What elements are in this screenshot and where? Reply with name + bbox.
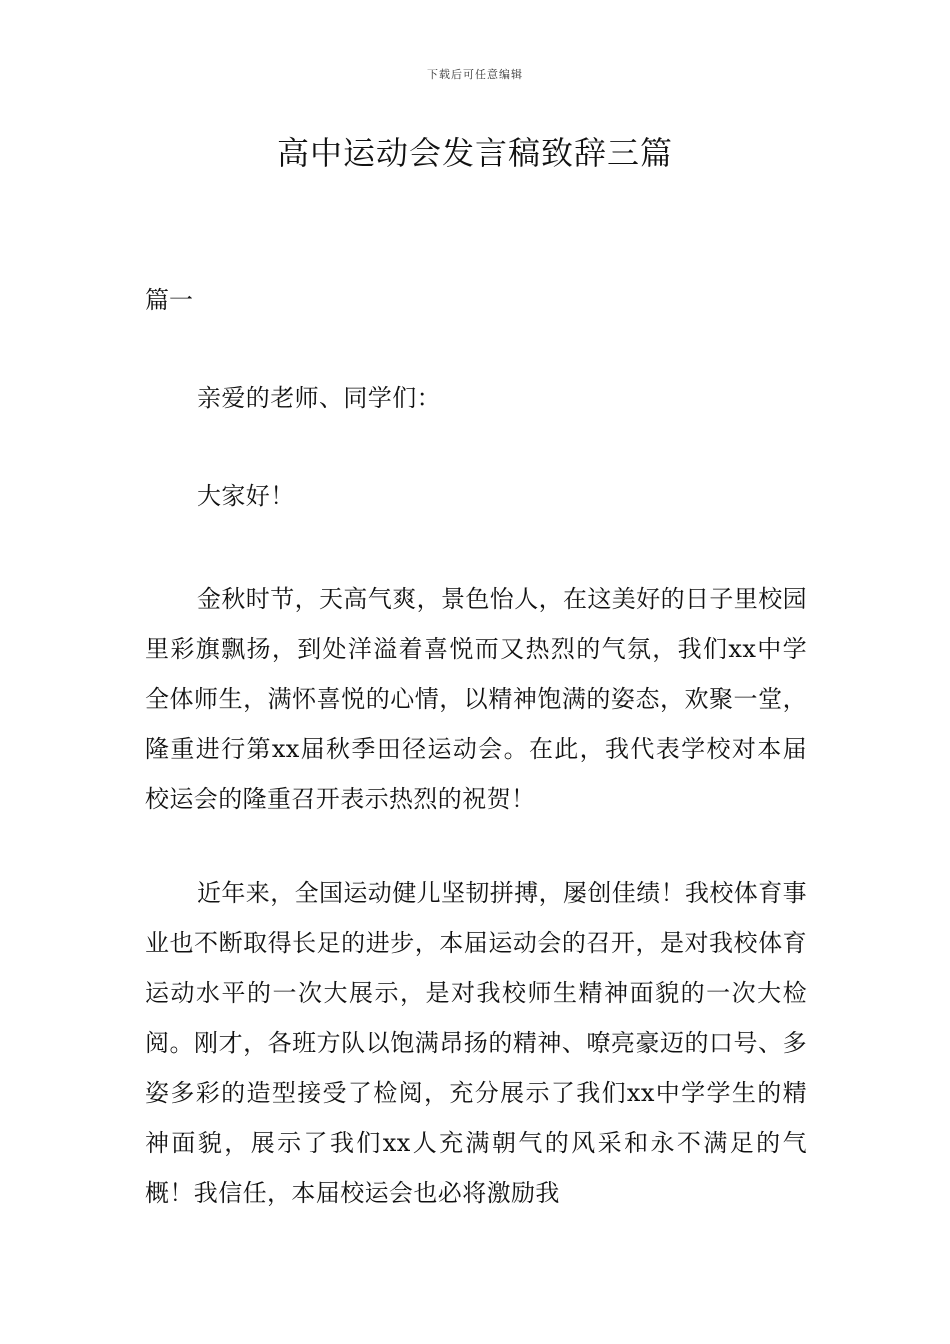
- section-label: 篇一: [145, 286, 193, 314]
- paragraph-body-1: 金秋时节，天高气爽，景色怡人，在这美好的日子里校园里彩旗飘扬，到处洋溢着喜悦而又热烈的气氛，我们xx中学全体师生，满怀喜悦的心情，以精神饱满的姿态，欢聚一堂，隆重进行第xx届秋季田径运动会。在此，我代表学校对本届校运会的隆重召开表示热烈的祝贺！: [145, 585, 807, 813]
- paragraph-body-2: 近年来，全国运动健儿坚韧拼搏，屡创佳绩！我校体育事业也不断取得长足的进步，本届运动会的召开，是对我校体育运动水平的一次大展示，是对我校师生精神面貌的一次大检阅。刚才，各班方队以饱满昂扬的精神、嘹亮豪迈的口号、多姿多彩的造型接受了检阅，充分展示了我们xx中学学生的精神面貌，展示了我们xx人充满朝气的风采和永不满足的气概！我信任，本届校运会也必将激励我: [145, 879, 807, 1207]
- document-title: 高中运动会发言稿致辞三篇: [276, 134, 673, 172]
- paragraph-hello: 大家好！: [197, 482, 295, 510]
- download-note: 下载后可任意编辑: [427, 68, 523, 81]
- paragraph-greeting: 亲爱的老师、同学们：: [197, 384, 441, 412]
